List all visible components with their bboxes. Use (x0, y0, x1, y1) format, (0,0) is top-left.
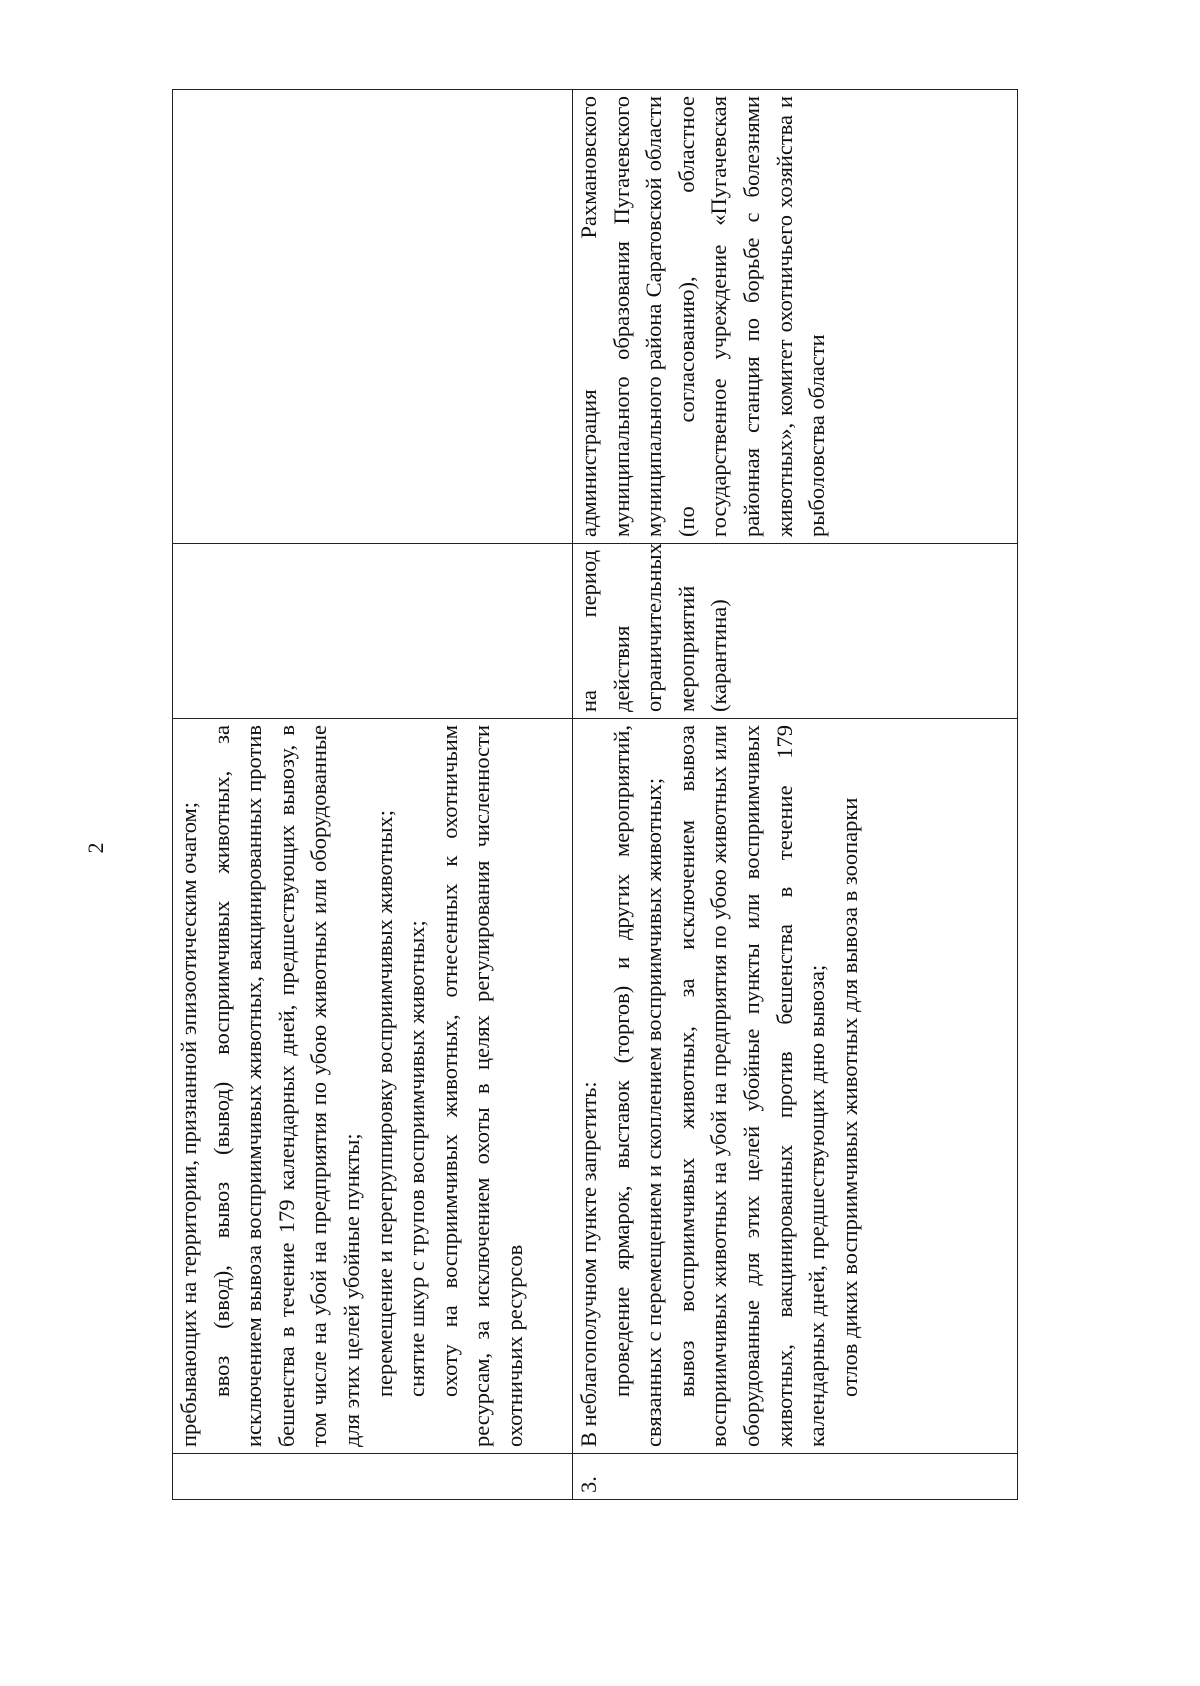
measure-list (173, 725, 532, 1447)
row-number-cell (173, 1454, 573, 1500)
page-number: 2 (83, 842, 108, 854)
measure-list (573, 725, 866, 1447)
measure-paragraph: проведение ярмарок, выставок (торгов) и других мероприятий, связанных с перемещением и скоплением восприимчивых животных; (608, 725, 667, 1447)
measure-paragraph: В неблагополучном пункте запретить: (576, 1081, 601, 1447)
measure-paragraph: отлов диких восприимчивых животных для вывоза в зоопарки (836, 797, 862, 1397)
measures-table (172, 89, 1018, 1500)
measure-cell (173, 719, 573, 1454)
measure-paragraph: перемещение и перегруппировку восприимчивых животных; (371, 810, 397, 1397)
term-cell: на период действия ограничительных мероприятий (карантина) (573, 544, 1018, 719)
measure-paragraph: пребывающих на территории, признанной эпизоотическим очагом; (176, 801, 201, 1447)
table-row-continuation (173, 90, 573, 1500)
row-number-cell: 3. (573, 1454, 1018, 1500)
responsible-cell: администрация Рахмановского муниципального образования Пугачевского муниципального района Саратовской области (по согласованию), областное государственное учреждение «Пугачевская районная станция по борьбе с болезнями животных», комитет охотничьего хозяйства и рыболовства области (573, 90, 1018, 544)
term-cell (173, 544, 573, 719)
measure-paragraph: охоту на восприимчивых животных, отнесенных к охотничьим ресурсам, за исключением охоты в целях регулирования численности охотничьих ресурсов (436, 725, 527, 1447)
measure-cell (573, 719, 1018, 1454)
responsible-cell (173, 90, 573, 544)
measure-paragraph: вывоз восприимчивых животных, за исключением вывоза восприимчивых животных на убой на предприятия по убою животных или оборудованные для этих целей убойные пункты или восприимчивых животных, вакцинированных против бешенства в течение 179 календарных дней, предшествующих дню вывоза; (673, 725, 830, 1447)
table-row-3 (573, 90, 1018, 1500)
measure-paragraph: снятие шкур с трупов восприимчивых животных; (404, 920, 430, 1397)
measure-paragraph: ввоз (ввод), вывоз (вывод) восприимчивых животных, за исключением вывоза восприимчивых животных, вакцинированных против бешенства в течение 179 календарных дней, предшествующих вывозу, в том числе на убой на предприятия по убою животных или оборудованные для этих целей убойные пункты; (208, 725, 364, 1447)
rotated-table-wrapper (172, 90, 1017, 1500)
